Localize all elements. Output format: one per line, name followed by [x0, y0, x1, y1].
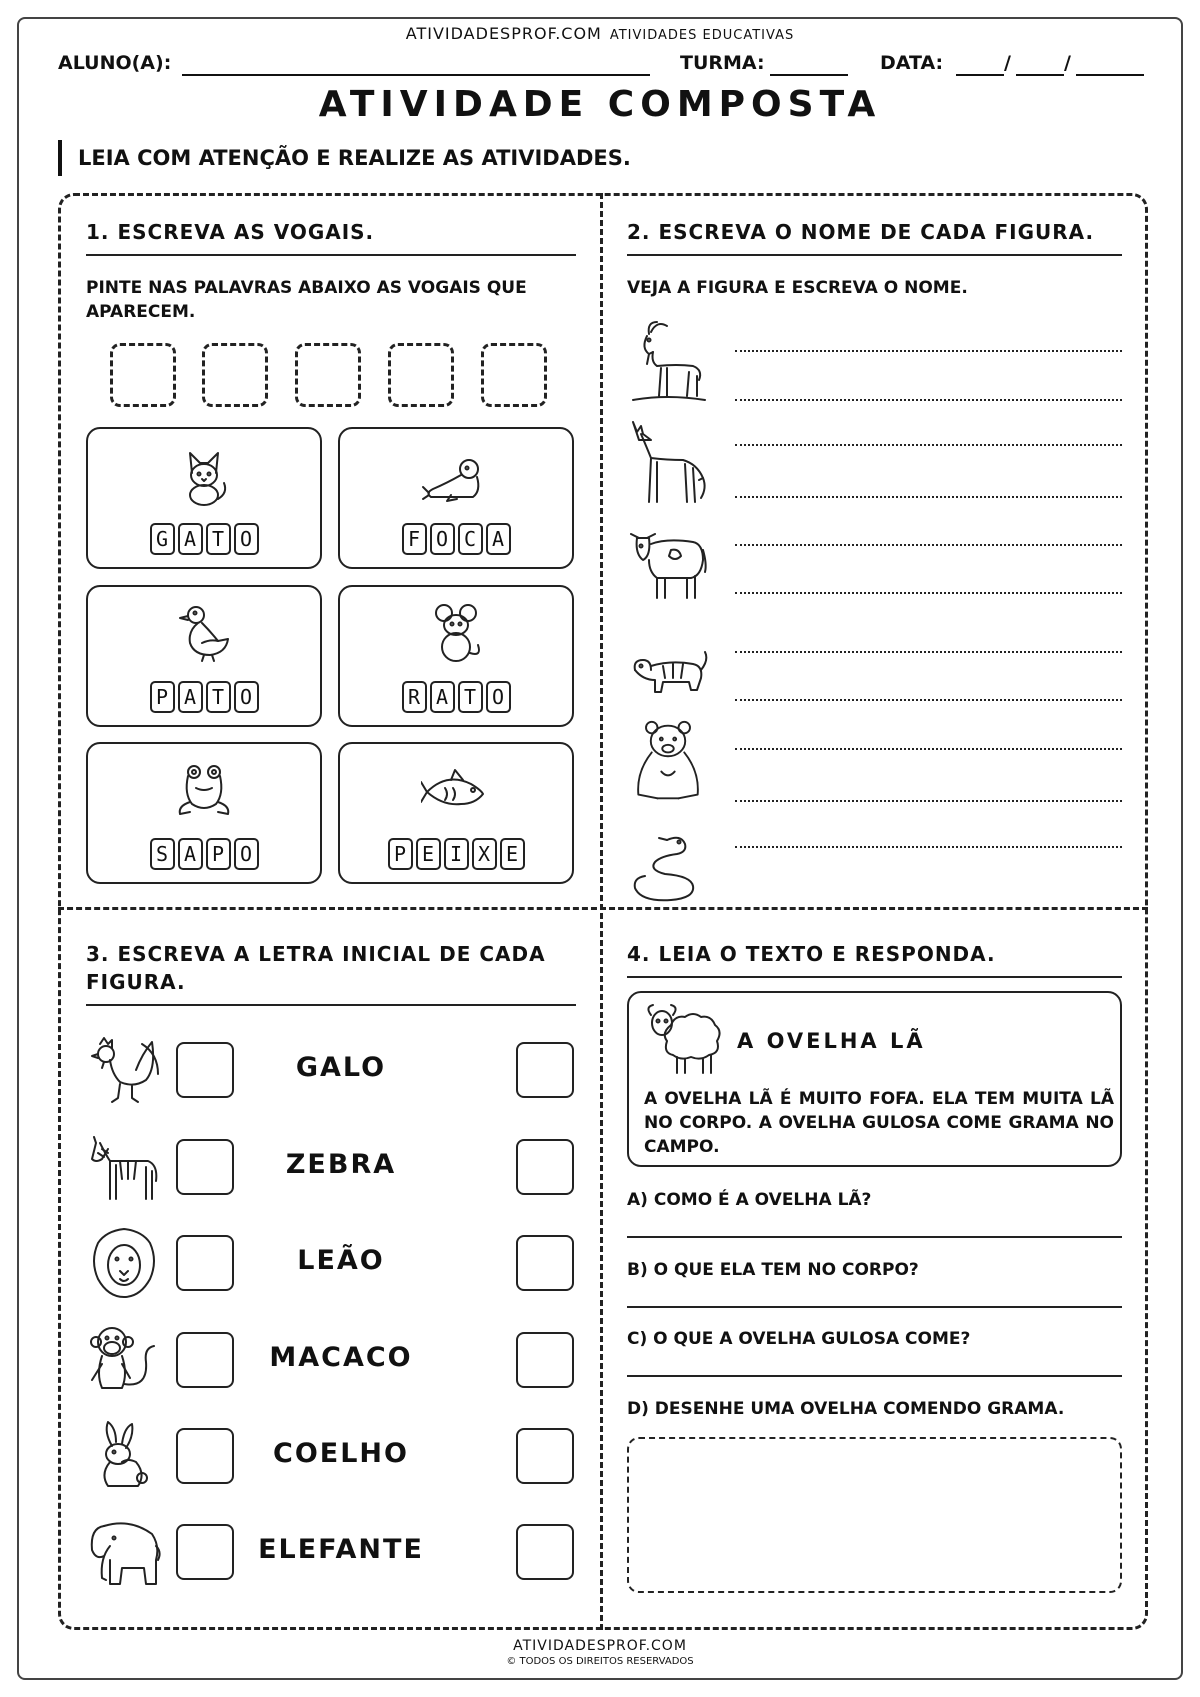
final-letter-box[interactable] [516, 1332, 574, 1388]
animal-word: LEÃO [297, 1245, 385, 1276]
tiger-icon [627, 634, 709, 722]
question-c: C) O QUE A OVELHA GULOSA COME? [627, 1329, 971, 1349]
section2-title: 2. ESCREVA O NOME DE CADA FIGURA. [627, 218, 1122, 256]
cow-icon [627, 520, 709, 608]
initial-letter-box[interactable] [176, 1042, 234, 1098]
date-year-field[interactable] [1076, 74, 1144, 76]
initial-letter-row [86, 1034, 576, 1106]
letter-tile[interactable]: T [206, 523, 231, 555]
letter-tile[interactable]: P [206, 838, 231, 870]
letter-tile[interactable]: O [430, 523, 455, 555]
fish-icon [421, 758, 491, 822]
letter-tile[interactable]: A [178, 523, 203, 555]
letter-tile[interactable]: A [178, 838, 203, 870]
answer-line[interactable] [735, 496, 1122, 498]
animal-word: GALO [295, 1052, 387, 1083]
initial-letter-box[interactable] [176, 1139, 234, 1195]
letter-tile[interactable]: F [402, 523, 427, 555]
initial-letter-box[interactable] [176, 1332, 234, 1388]
word-card [338, 427, 574, 569]
site-tagline: ATIVIDADES EDUCATIVAS [609, 28, 795, 43]
word-card [338, 742, 574, 884]
answer-line-c[interactable] [627, 1375, 1122, 1377]
lion-icon [86, 1227, 162, 1299]
initial-letter-row [86, 1324, 576, 1396]
student-info-row [58, 52, 1148, 78]
date-separator: / [1004, 52, 1011, 74]
elephant-icon [86, 1516, 162, 1588]
letter-tile[interactable]: T [458, 681, 483, 713]
initial-letter-row [86, 1516, 576, 1588]
answer-line[interactable] [735, 846, 1122, 848]
initial-letter-box[interactable] [176, 1235, 234, 1291]
letter-tile[interactable]: A [486, 523, 511, 555]
footer [0, 1638, 1200, 1667]
final-letter-box[interactable] [516, 1524, 574, 1580]
seal-icon [421, 443, 491, 507]
vowel-box[interactable] [295, 343, 361, 407]
rooster-icon [86, 1034, 162, 1106]
student-name-field[interactable] [182, 74, 650, 76]
answer-line[interactable] [735, 651, 1122, 653]
question-d: D) DESENHE UMA OVELHA COMENDO GRAMA. [627, 1399, 1065, 1419]
answer-line[interactable] [735, 800, 1122, 802]
word-letters [340, 838, 572, 870]
footer-site: ATIVIDADESPROF.COM [513, 1638, 687, 1654]
answer-line[interactable] [735, 544, 1122, 546]
vertical-divider [600, 193, 603, 1630]
section2-subtitle: VEJA A FIGURA E ESCREVA O NOME. [627, 278, 968, 298]
vowel-box[interactable] [481, 343, 547, 407]
rat-icon [424, 601, 488, 665]
initial-letter-box[interactable] [176, 1428, 234, 1484]
section1-subtitle: PINTE NAS PALAVRAS ABAIXO AS VOGAIS QUE APARECEM. [86, 278, 527, 322]
frog-icon [172, 758, 236, 822]
animal-word: COELHO [273, 1438, 409, 1469]
letter-tile[interactable]: E [416, 838, 441, 870]
vowel-box[interactable] [110, 343, 176, 407]
snake-icon [627, 824, 709, 912]
date-month-field[interactable] [1016, 74, 1064, 76]
bear-icon [627, 718, 709, 806]
section3-title: 3. ESCREVA A LETRA INICIAL DE CADA FIGURA. [86, 940, 576, 1006]
horizontal-divider [58, 907, 1148, 910]
letter-tile[interactable]: R [402, 681, 427, 713]
letter-tile[interactable]: O [486, 681, 511, 713]
question-a: A) COMO É A OVELHA LÃ? [627, 1190, 872, 1210]
story-text: A OVELHA LÃ É MUITO FOFA. ELA TEM MUITA LÃ NO CORPO. A OVELHA GULOSA COME GRAMA NO CAMPO. [644, 1089, 1114, 1157]
word-card [86, 427, 322, 569]
date-separator: / [1064, 52, 1071, 74]
final-letter-box[interactable] [516, 1042, 574, 1098]
duck-icon [172, 601, 236, 665]
initial-letter-row [86, 1420, 576, 1492]
letter-tile[interactable]: X [472, 838, 497, 870]
initial-letter-box[interactable] [176, 1524, 234, 1580]
letter-tile[interactable]: A [178, 681, 203, 713]
word-card [338, 585, 574, 727]
initial-letter-row [86, 1131, 576, 1203]
section1-title: 1. ESCREVA AS VOGAIS. [86, 218, 576, 256]
word-letters [340, 523, 572, 555]
word-letters [88, 838, 320, 870]
answer-line[interactable] [735, 748, 1122, 750]
rabbit-icon [86, 1420, 162, 1492]
vowel-box[interactable] [202, 343, 268, 407]
animal-word: MACACO [269, 1342, 413, 1373]
footer-rights: © TODOS OS DIREITOS RESERVADOS [506, 1656, 694, 1667]
word-card [86, 742, 322, 884]
answer-line[interactable] [735, 444, 1122, 446]
answer-line[interactable] [735, 592, 1122, 594]
final-letter-box[interactable] [516, 1428, 574, 1484]
instruction: LEIA COM ATENÇÃO E REALIZE AS ATIVIDADES. [58, 140, 631, 176]
letter-tile[interactable]: A [430, 681, 455, 713]
date-day-field[interactable] [956, 74, 1004, 76]
question-b: B) O QUE ELA TEM NO CORPO? [627, 1260, 919, 1280]
word-letters [88, 523, 320, 555]
class-field[interactable] [770, 74, 848, 76]
answer-line-b[interactable] [627, 1306, 1122, 1308]
letter-tile[interactable]: C [458, 523, 483, 555]
final-letter-box[interactable] [516, 1139, 574, 1195]
animal-word: ELEFANTE [258, 1534, 424, 1565]
sheep-icon [643, 1001, 723, 1077]
letter-tile[interactable]: E [500, 838, 525, 870]
word-letters [340, 681, 572, 713]
section4-title: 4. LEIA O TEXTO E RESPONDA. [627, 940, 1122, 978]
vowel-box[interactable] [388, 343, 454, 407]
class-label: TURMA: [680, 52, 765, 74]
zebra-icon [86, 1131, 162, 1203]
answer-line-a[interactable] [627, 1236, 1122, 1238]
page-title: ATIVIDADE COMPOSTA [318, 84, 882, 125]
letter-tile[interactable]: P [150, 681, 175, 713]
answer-line[interactable] [735, 350, 1122, 352]
answer-line[interactable] [735, 399, 1122, 401]
letter-tile[interactable]: S [150, 838, 175, 870]
date-label: DATA: [880, 52, 944, 74]
monkey-icon [86, 1324, 162, 1396]
story-title: A OVELHA LÃ [737, 1029, 926, 1053]
letter-tile[interactable]: T [206, 681, 231, 713]
site-header [0, 24, 1200, 43]
goat-icon [627, 318, 709, 406]
story-box [627, 991, 1122, 1167]
drawing-area[interactable] [627, 1437, 1122, 1593]
letter-tile[interactable]: O [234, 681, 259, 713]
final-letter-box[interactable] [516, 1235, 574, 1291]
letter-tile[interactable]: O [234, 838, 259, 870]
animal-word: ZEBRA [285, 1149, 397, 1180]
letter-tile[interactable]: O [234, 523, 259, 555]
cat-icon [174, 443, 234, 507]
letter-tile[interactable]: I [444, 838, 469, 870]
student-label: ALUNO(A): [58, 52, 172, 74]
wolf-icon [627, 418, 709, 506]
site-name: ATIVIDADESPROF.COM [405, 24, 602, 43]
initial-letter-row [86, 1227, 576, 1299]
letter-tile[interactable]: G [150, 523, 175, 555]
word-letters [88, 681, 320, 713]
word-card [86, 585, 322, 727]
answer-line[interactable] [735, 699, 1122, 701]
letter-tile[interactable]: P [388, 838, 413, 870]
